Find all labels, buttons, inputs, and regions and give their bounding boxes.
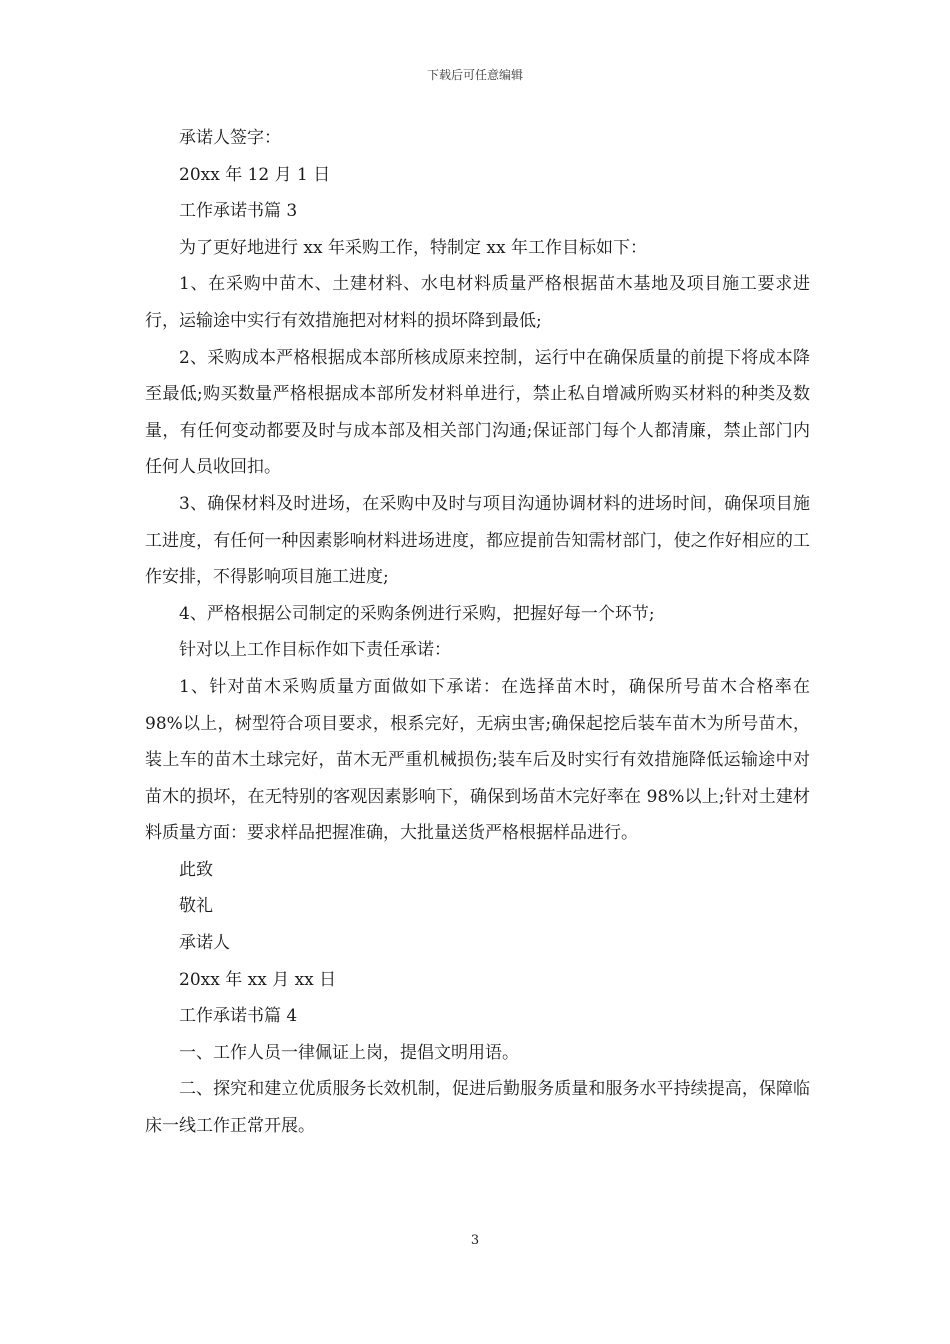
date-line: 20xx 年 xx 月 xx 日	[179, 969, 337, 990]
goal-paragraph-2: 2、采购成本严格根据成本部所核成原来控制，运行中在确保质量的前提下将成本降至最低;购买数量严格根据成本部所发材料单进行，禁止私自增减所购买材料的种类及数量，有任何变动都要及时与成本部及相关部门沟通;保证部门每个人都清廉，禁止部门内任何人员收回扣。	[145, 347, 810, 478]
commitment-intro: 针对以上工作目标作如下责任承诺：	[179, 640, 451, 661]
closing-salute: 敬礼	[179, 896, 213, 917]
header-note: 下载后可任意编辑	[426, 68, 523, 82]
goal-paragraph-1: 1、在采购中苗木、土建材料、水电材料质量严格根据苗木基地及项目施工要求进行，运输途中实行有效措施把对材料的损坏降到最低;	[145, 274, 810, 331]
page-number: 3	[470, 1233, 480, 1248]
closing-line: 此致	[179, 859, 213, 880]
document-body	[145, 120, 810, 1145]
commitment-paragraph-1: 1、针对苗木采购质量方面做如下承诺：在选择苗木时，确保所号苗木合格率在 98%以上，树型符合项目要求，根系完好，无病虫害;确保起挖后装车苗木为所号苗木，装上车的苗木土球完好，苗木无严重机械损伤;装车后及时实行有效措施降低运输途中对苗木的损坏，在无特别的客观因素影响下，确保到场苗木完好率在 98%以上;针对土建材料质量方面：要求样品把握准确，大批量送货严格根据样品进行。	[145, 676, 810, 844]
goal-paragraph-4: 4、严格根据公司制定的采购条例进行采购，把握好每一个环节;	[179, 603, 655, 624]
promisor-label: 承诺人	[179, 933, 230, 954]
list-item: 二、探究和建立优质服务长效机制，促进后勤服务质量和服务水平持续提高，保障临床一线工作正常开展。	[145, 1079, 810, 1137]
goal-paragraph-3: 3、确保材料及时进场，在采购中及时与项目沟通协调材料的进场时间，确保项目施工进度，有任何一种因素影响材料进场进度，都应提前告知需材部门，使之作好相应的工作安排，不得影响项目施工进度;	[145, 493, 810, 588]
signature-label: 承诺人签字：	[179, 128, 281, 148]
intro-paragraph: 为了更好地进行 xx 年采购工作，特制定 xx 年工作目标如下：	[179, 237, 647, 258]
list-item: 一、工作人员一律佩证上岗，提倡文明用语。	[179, 1042, 519, 1063]
date-line: 20xx 年 12 月 1 日	[179, 164, 331, 185]
section-title: 工作承诺书篇 3	[179, 201, 298, 222]
section-title: 工作承诺书篇 4	[179, 1006, 298, 1027]
